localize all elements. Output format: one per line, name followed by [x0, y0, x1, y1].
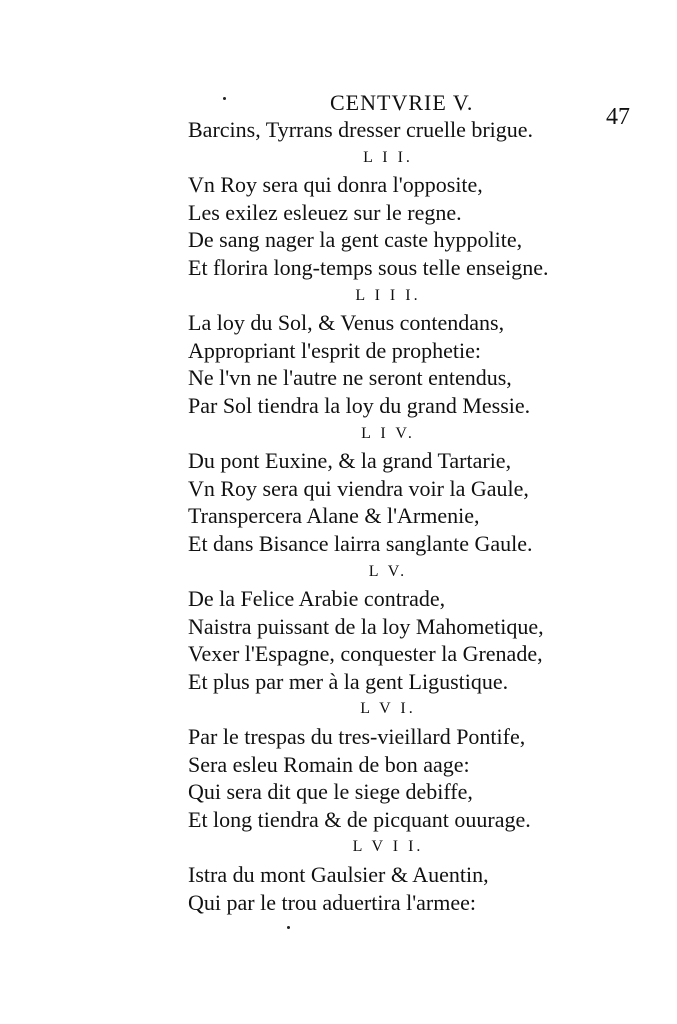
verse-line: Naistra puissant de la loy Mahometique,: [188, 613, 544, 639]
verse-line: Et florira long-temps sous telle enseigne.: [188, 254, 549, 280]
quatrain-number: L V I I.: [352, 838, 424, 856]
verse-line: Les exilez esleuez sur le regne.: [188, 199, 462, 225]
verse-line: La loy du Sol, & Venus contendans,: [188, 310, 505, 336]
verse-line: Par Sol tiendra la loy du grand Messie.: [188, 392, 531, 418]
quatrain-number: L V I.: [360, 700, 416, 718]
verse-line: Istra du mont Gaulsier & Auentin,: [188, 862, 489, 888]
verse-line: Vexer l'Espagne, conquester la Grenade,: [188, 641, 543, 667]
verse-line: Vn Roy sera qui donra l'opposite,: [188, 172, 483, 198]
verse-line: Qui sera dit que le siege debiffe,: [188, 779, 473, 805]
verse-line: De sang nager la gent caste hyppolite,: [188, 227, 523, 253]
ink-speck: [223, 97, 226, 100]
quatrain-number: L I I.: [363, 148, 413, 166]
verse-line: Transpercera Alane & l'Armenie,: [188, 503, 480, 529]
verse-line: De la Felice Arabie contrade,: [188, 586, 446, 612]
ink-speck: [287, 926, 290, 929]
verse-line: Par le trespas du tres-vieillard Pontife,: [188, 724, 526, 750]
verse-line: Ne l'vn ne l'autre ne seront entendus,: [188, 365, 512, 391]
page-number: 47: [606, 104, 630, 130]
verse-line: Du pont Euxine, & la grand Tartarie,: [188, 448, 512, 474]
verse-line: Et long tiendra & de picquant ouurage.: [188, 806, 531, 832]
verse-line: Vn Roy sera qui viendra voir la Gaule,: [188, 475, 529, 501]
quatrain-number: L V.: [368, 562, 408, 580]
verse-line: Et dans Bisance lairra sanglante Gaule.: [188, 530, 533, 556]
running-head: CENTVRIE V.: [330, 90, 474, 115]
verse-line: Barcins, Tyrrans dresser cruelle brigue.: [188, 117, 534, 142]
quatrain-number: L I I I.: [355, 286, 421, 304]
verse-line: Appropriant l'esprit de prophetie:: [188, 337, 481, 363]
verse-text-block: [188, 116, 628, 916]
verse-line: Sera esleu Romain de bon aage:: [188, 751, 470, 777]
verse-line: Et plus par mer à la gent Ligustique.: [188, 668, 509, 694]
verse-line: Qui par le trou aduertira l'armee:: [188, 889, 476, 915]
quatrain-number: L I V.: [361, 424, 415, 442]
